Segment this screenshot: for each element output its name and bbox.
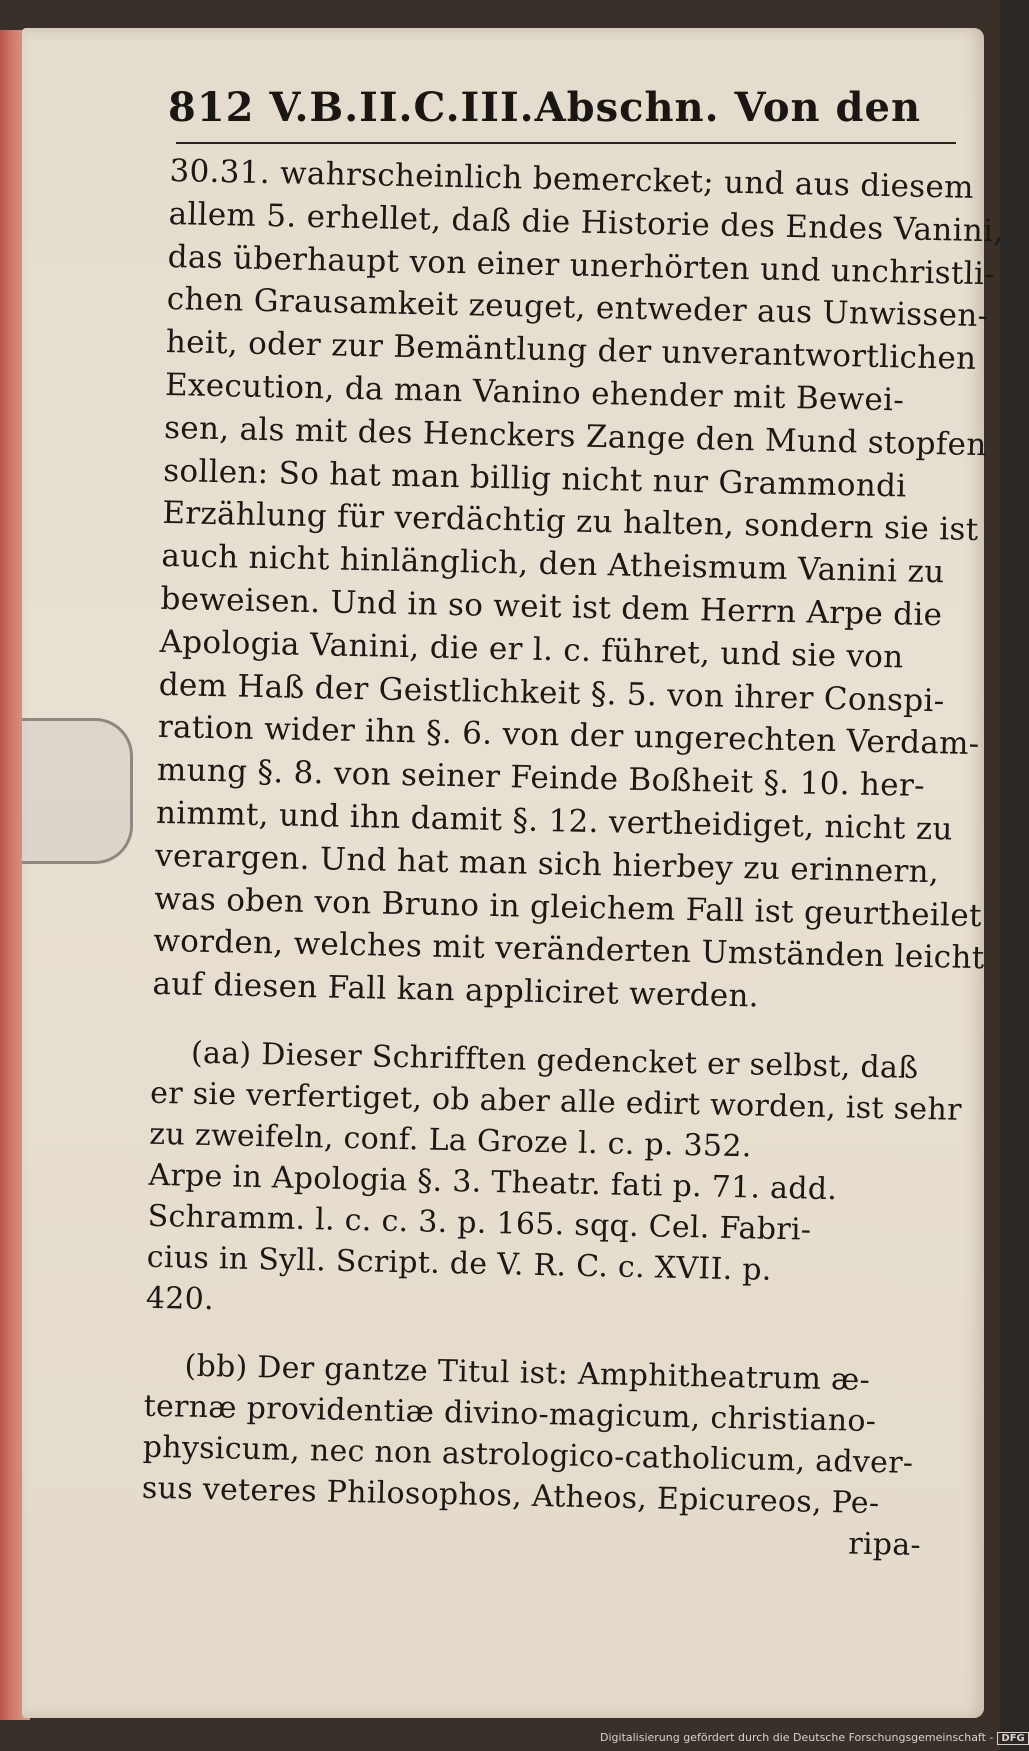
footnote-line: er sie verfertiget, ob aber alle edirt worden, ist sehr: [149, 1075, 963, 1128]
dfg-logo: DFG: [997, 1732, 1028, 1745]
footnote-aa: [145, 1032, 963, 1335]
footnote-line: 420.: [145, 1280, 215, 1318]
credit-text: Digitalisierung gefördert durch die Deutsche Forschungsgemeinschaft -: [600, 1731, 994, 1744]
text-line: verargen. Und hat man sich hierbey zu erinnern,: [154, 837, 940, 891]
text-line: worden, welches mit veränderten Umständen leicht: [153, 923, 985, 977]
footnote-line: sus veteres Philosophos, Atheos, Epicureos, Pe-: [141, 1470, 880, 1522]
text-line: Execution, da man Vanino ehender mit Bewei-: [164, 366, 905, 419]
text-line: sollen: So hat man billig nicht nur Grammondi: [162, 452, 907, 505]
text-line: heit, oder zur Bemäntlung der unverantwortlichen: [165, 324, 977, 378]
text-line: Erzählung für verdächtig zu halten, sondern sie ist: [162, 495, 979, 549]
text-line: allem 5. erhellet, daß die Historie des Endes Vanini,: [168, 195, 1004, 250]
footnote-bb: [141, 1345, 935, 1566]
text-line: beweisen. Und in so weit ist dem Herrn Arpe die: [160, 580, 943, 634]
header-rule: [176, 142, 956, 144]
text-line: was oben von Bruno in gleichem Fall ist geurtheilet: [153, 880, 983, 934]
footnote-line: ternæ providentiæ divino-magicum, christiano-: [143, 1388, 877, 1440]
footnote-line: Schramm. l. c. c. 3. p. 165. sqq. Cel. Fabri-: [147, 1198, 812, 1248]
footnote-line: physicum, nec non astrologico-catholicum, adver-: [142, 1429, 914, 1481]
body-paragraph: [152, 150, 1004, 1022]
text-line: chen Grausamkeit zeuget, entweder aus Unwissen-: [166, 281, 989, 335]
page-header: 812 V.B.II.C.III.Abschn. Von den: [168, 84, 922, 131]
footnote-line: zu zweifeln, conf. La Groze l. c. p. 352.: [149, 1116, 752, 1165]
footnote-line: (bb) Der gantze Titul ist: Amphitheatrum æ-: [184, 1348, 871, 1398]
text-line: auf diesen Fall kan appliciret werden.: [152, 965, 760, 1015]
text-line: das überhaupt von einer unerhörten und unchristli-: [167, 238, 996, 292]
text-line: auch nicht hinlänglich, den Atheismum Vanini zu: [161, 538, 945, 591]
text-line: nimmt, und ihn damit §. 12. vertheidiget, nicht zu: [155, 794, 954, 848]
footnote-line: ripa-: [847, 1526, 922, 1563]
text-line: sen, als mit des Henckers Zange den Mund stopfen: [163, 409, 987, 463]
digitization-credit: [600, 1731, 1025, 1747]
page-text: [141, 150, 1004, 1566]
footnote-line: cius in Syll. Script. de V. R. C. c. XVII. p.: [146, 1239, 773, 1288]
page-clip: [22, 718, 133, 864]
footnote-line: Arpe in Apologia §. 3. Theatr. fati p. 71. add.: [148, 1157, 838, 1208]
footnote-line: (aa) Dieser Schrifften gedencket er selbst, daß: [190, 1035, 919, 1086]
text-line: 30.31. wahrscheinlich bemercket; und aus diesem: [169, 152, 975, 206]
text-line: mung §. 8. von seiner Feinde Boßheit §. 10. her-: [156, 752, 926, 805]
text-line: dem Haß der Geistlichkeit §. 5. von ihrer Conspi-: [158, 666, 945, 719]
text-line: Apologia Vanini, die er l. c. führet, und sie von: [159, 623, 904, 676]
text-line: ration wider ihn §. 6. von der ungerechten Verdam-: [157, 709, 980, 763]
